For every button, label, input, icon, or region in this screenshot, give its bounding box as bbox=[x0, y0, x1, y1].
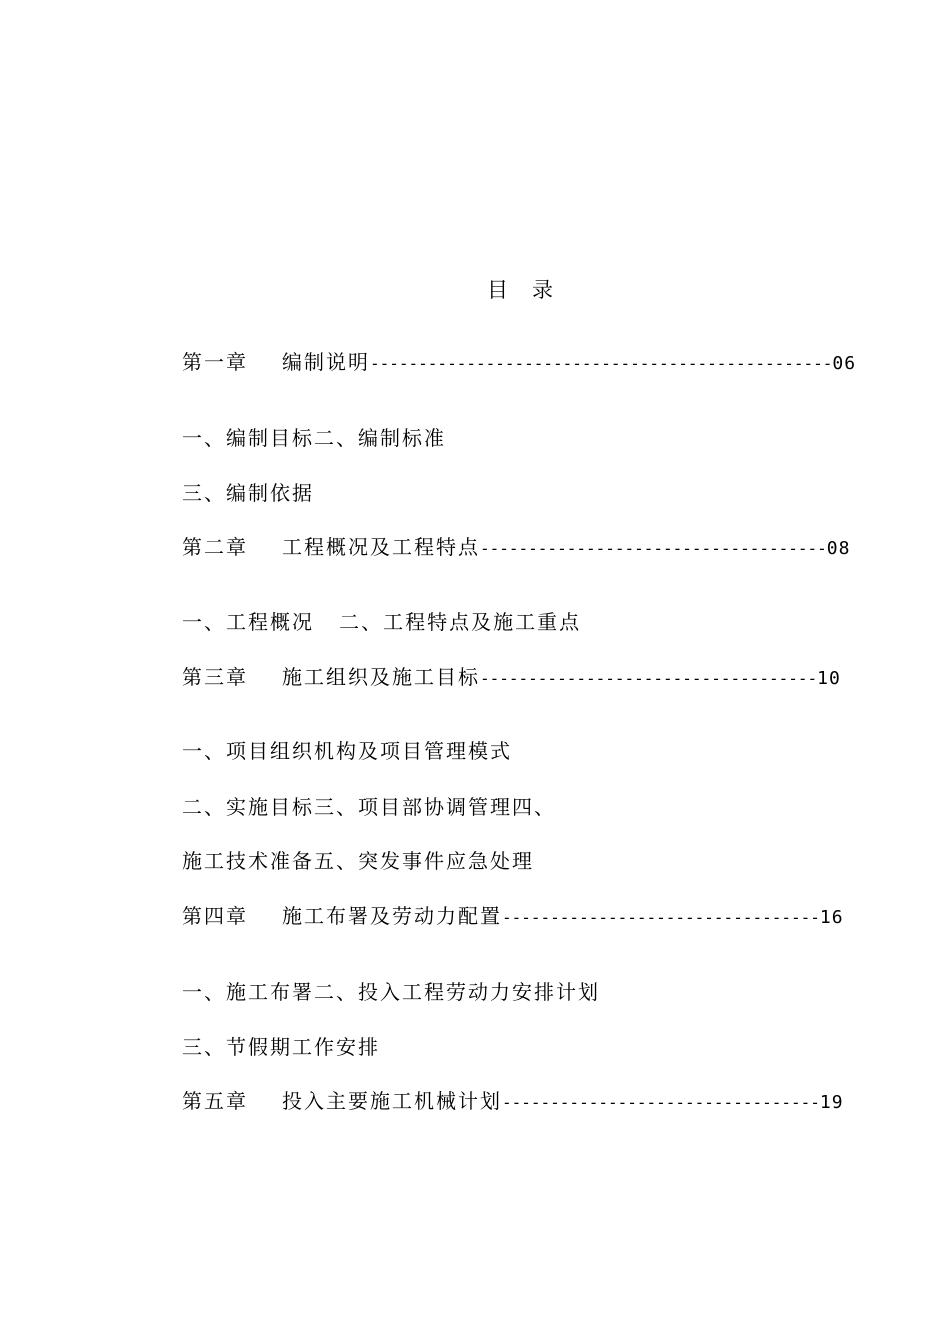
toc-chapter-3 bbox=[182, 665, 841, 691]
toc-section-line: 一、项目组织机构及项目管理模式 bbox=[182, 739, 512, 763]
toc-title: 目录 bbox=[487, 278, 577, 302]
toc-section-line: 一、工程概况 二、工程特点及施工重点 bbox=[182, 610, 582, 634]
page-number: 08 bbox=[826, 538, 851, 559]
dot-leader: --------------------------------- bbox=[502, 1093, 820, 1112]
page-number: 16 bbox=[819, 907, 844, 928]
toc-section-line: 一、编制目标二、编制标准 bbox=[182, 426, 446, 450]
page-number: 10 bbox=[817, 668, 841, 689]
toc-chapter-4 bbox=[182, 904, 844, 930]
chapter-title: 施工组织及施工目标 bbox=[282, 665, 480, 689]
toc-chapter-2 bbox=[182, 535, 850, 561]
chapter-label: 第一章 bbox=[182, 350, 248, 374]
toc-section-line: 二、实施目标三、项目部协调管理四、 bbox=[182, 795, 556, 819]
page-number: 19 bbox=[819, 1092, 844, 1113]
dot-leader: ------------------------------------------------ bbox=[370, 354, 833, 373]
chapter-title: 工程概况及工程特点 bbox=[282, 535, 480, 559]
chapter-title: 施工布署及劳动力配置 bbox=[282, 904, 502, 928]
page-number: 06 bbox=[832, 353, 857, 374]
dot-leader: ------------------------------------ bbox=[480, 539, 827, 558]
dot-leader: ----------------------------------- bbox=[480, 669, 818, 688]
toc-chapter-5 bbox=[182, 1089, 844, 1115]
toc-section-line: 三、编制依据 bbox=[182, 481, 314, 505]
toc-section-line: 一、施工布署二、投入工程劳动力安排计划 bbox=[182, 980, 600, 1004]
chapter-label: 第四章 bbox=[182, 904, 248, 928]
chapter-label: 第三章 bbox=[182, 665, 248, 689]
dot-leader: --------------------------------- bbox=[502, 908, 820, 927]
chapter-label: 第五章 bbox=[182, 1089, 248, 1113]
toc-section-line: 施工技术准备五、突发事件应急处理 bbox=[182, 849, 534, 873]
toc-chapter-1 bbox=[182, 350, 856, 376]
chapter-title: 编制说明 bbox=[282, 350, 370, 374]
toc-section-line: 三、节假期工作安排 bbox=[182, 1035, 380, 1059]
chapter-label: 第二章 bbox=[182, 535, 248, 559]
chapter-title: 投入主要施工机械计划 bbox=[282, 1089, 502, 1113]
